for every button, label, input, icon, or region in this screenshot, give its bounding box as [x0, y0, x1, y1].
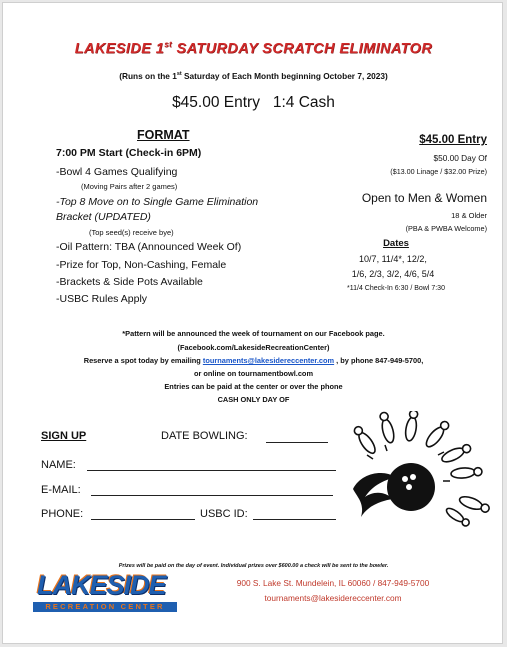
eligibility: Open to Men & Women [361, 191, 487, 205]
moving-pairs-note: (Moving Pairs after 2 games) [81, 182, 178, 191]
brackets-rule: -Brackets & Side Pots Available [56, 276, 203, 288]
flyer-title: LAKESIDE 1st SATURDAY SCRATCH ELIMINATOR [74, 40, 433, 57]
dates-line-1: 10/7, 11/4*, 12/2, [359, 254, 427, 264]
price-breakdown: ($13.00 Linage / $32.00 Prize) [390, 167, 487, 176]
name-field[interactable] [87, 470, 336, 471]
email-field[interactable] [91, 495, 333, 496]
logo-subtitle: RECREATION CENTER [45, 602, 165, 611]
start-time: 7:00 PM Start (Check-in 6PM) [56, 147, 202, 159]
signup-heading: SIGN UP [41, 430, 87, 442]
pattern-notice: *Pattern will be announced the week of tournament on our Facebook page. [122, 329, 385, 338]
phone-field[interactable] [91, 519, 195, 520]
bowling-strike-icon [343, 411, 493, 529]
prize-rule: -Prize for Top, Non-Cashing, Female [56, 259, 227, 271]
usbc-rule: -USBC Rules Apply [56, 293, 148, 305]
top-seed-note: (Top seed(s) receive bye) [89, 228, 174, 237]
logo-wordmark: LAKESIDE [37, 570, 166, 600]
dates-note: *11/4 Check-In 6:30 / Bowl 7:30 [347, 285, 445, 292]
top8-rule-line2: Bracket (UPDATED) [56, 211, 151, 223]
payment-note: Entries can be paid at the center or over the phone [164, 382, 343, 391]
facebook-link-text: (Facebook.com/LakesideRecreationCenter) [177, 343, 330, 352]
schedule-note: (Runs on the 1st Saturday of Each Month beginning October 7, 2023) [119, 71, 388, 81]
format-heading: FORMAT [137, 128, 190, 142]
name-label: NAME: [41, 459, 76, 471]
prize-payment-note: Prizes will be paid on the day of event. Individual prizes over $600.00 a check will be sent to the bowler. [118, 563, 389, 569]
reserve-line: Reserve a spot today by emailing tournaments@lakesidereccenter.com , by phone 847-949-5700, [83, 356, 424, 365]
lakeside-logo [31, 568, 179, 620]
dates-line-2: 1/6, 2/3, 3/2, 4/6, 5/4 [351, 269, 435, 279]
footer-email[interactable]: tournaments@lakesidereccenter.com [264, 593, 402, 603]
pba-note: (PBA & PWBA Welcome) [405, 224, 487, 233]
address-line: 900 S. Lake St. Mundelein, IL 60060 / 847-949-5700 [236, 578, 430, 588]
flyer-page [2, 2, 503, 644]
age-requirement: 18 & Older [451, 211, 487, 220]
cash-note: CASH ONLY DAY OF [217, 395, 290, 404]
email-link[interactable]: tournaments@lakesidereccenter.com [202, 356, 335, 365]
online-note: or online on tournamentbowl.com [193, 369, 314, 378]
entry-heading: $45.00 Entry [419, 134, 487, 146]
entry-summary: $45.00 Entry 1:4 Cash [172, 94, 335, 111]
top8-rule-line1: -Top 8 Move on to Single Game Elimination [56, 196, 259, 208]
date-bowling-label: DATE BOWLING: [161, 430, 248, 442]
phone-label: PHONE: [41, 508, 84, 520]
oil-pattern-rule: -Oil Pattern: TBA (Announced Week Of) [56, 241, 242, 253]
email-label: E-MAIL: [41, 484, 81, 496]
qualifying-rule: -Bowl 4 Games Qualifying [56, 166, 178, 178]
usbc-id-field[interactable] [253, 519, 336, 520]
day-of-price: $50.00 Day Of [433, 153, 487, 163]
usbc-id-label: USBC ID: [200, 508, 248, 520]
dates-heading: Dates [383, 238, 409, 249]
date-bowling-field[interactable] [266, 442, 328, 443]
